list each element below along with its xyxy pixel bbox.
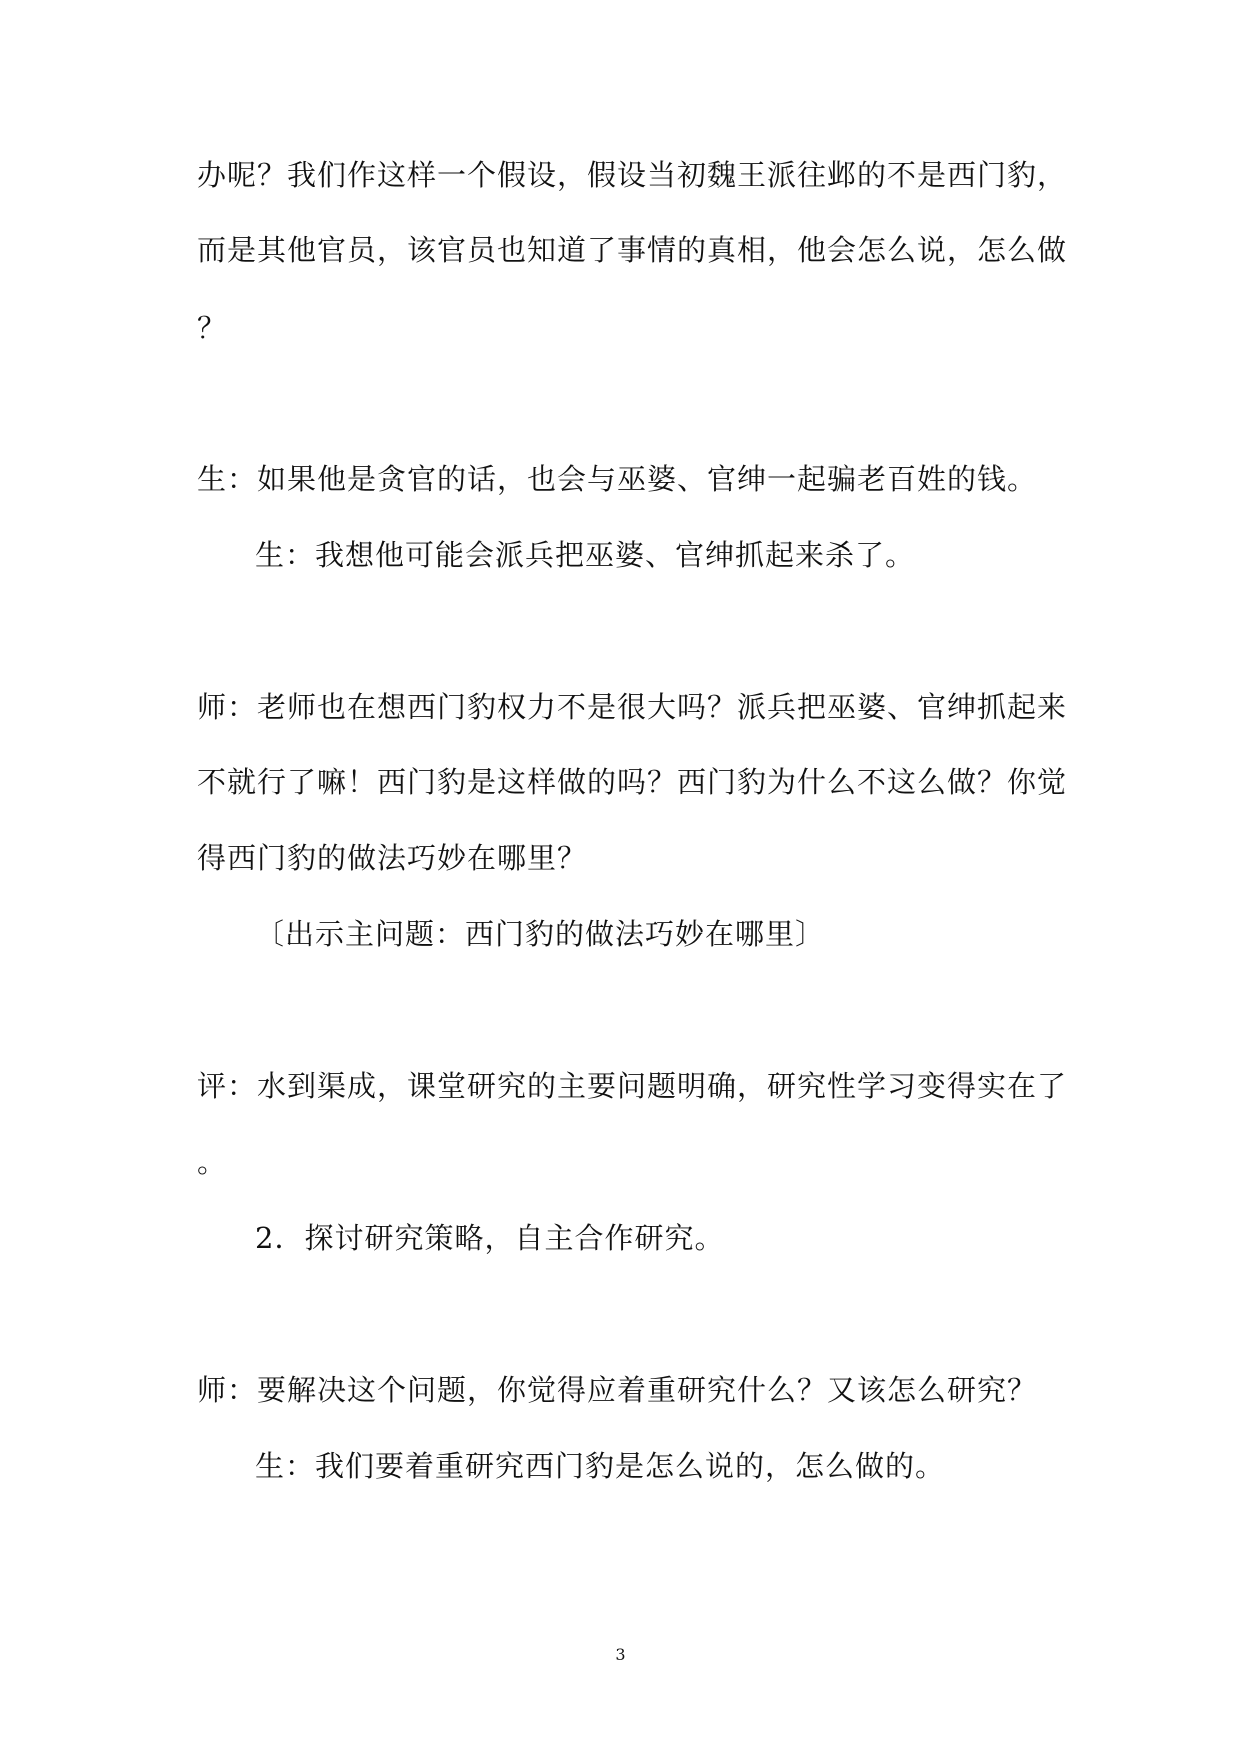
text-line-1: 办呢？我们作这样一个假设，假设当初魏王派往邺的不是西门豹， [197, 158, 1068, 192]
text-line-11: 。 [197, 1145, 228, 1179]
text-line-3: ？ [197, 311, 228, 345]
text-line-7: 不就行了嘛！西门豹是这样做的吗？西门豹为什么不这么做？你觉 [197, 765, 1068, 799]
text-line-6: 师：老师也在想西门豹权力不是很大吗？派兵把巫婆、官绅抓起来 [197, 690, 1068, 724]
text-line-2: 而是其他官员，该官员也知道了事情的真相，他会怎么说，怎么做 [197, 233, 1068, 267]
text-line-13: 师：要解决这个问题，你觉得应着重研究什么？又该怎么研究？ [197, 1373, 1038, 1407]
text-line-9: 〔出示主问题：西门豹的做法巧妙在哪里〕 [255, 917, 826, 951]
page-number: 3 [615, 1645, 626, 1664]
text-line-10: 评：水到渠成，课堂研究的主要问题明确，研究性学习变得实在了 [197, 1069, 1068, 1103]
text-line-4: 生：如果他是贪官的话，也会与巫婆、官绅一起骗老百姓的钱。 [197, 462, 1038, 496]
text-line-12: 2．探讨研究策略，自主合作研究。 [255, 1221, 725, 1255]
text-line-14: 生：我们要着重研究西门豹是怎么说的，怎么做的。 [255, 1449, 946, 1483]
text-line-5: 生：我想他可能会派兵把巫婆、官绅抓起来杀了。 [255, 538, 916, 572]
text-line-8: 得西门豹的做法巧妙在哪里？ [197, 841, 588, 875]
